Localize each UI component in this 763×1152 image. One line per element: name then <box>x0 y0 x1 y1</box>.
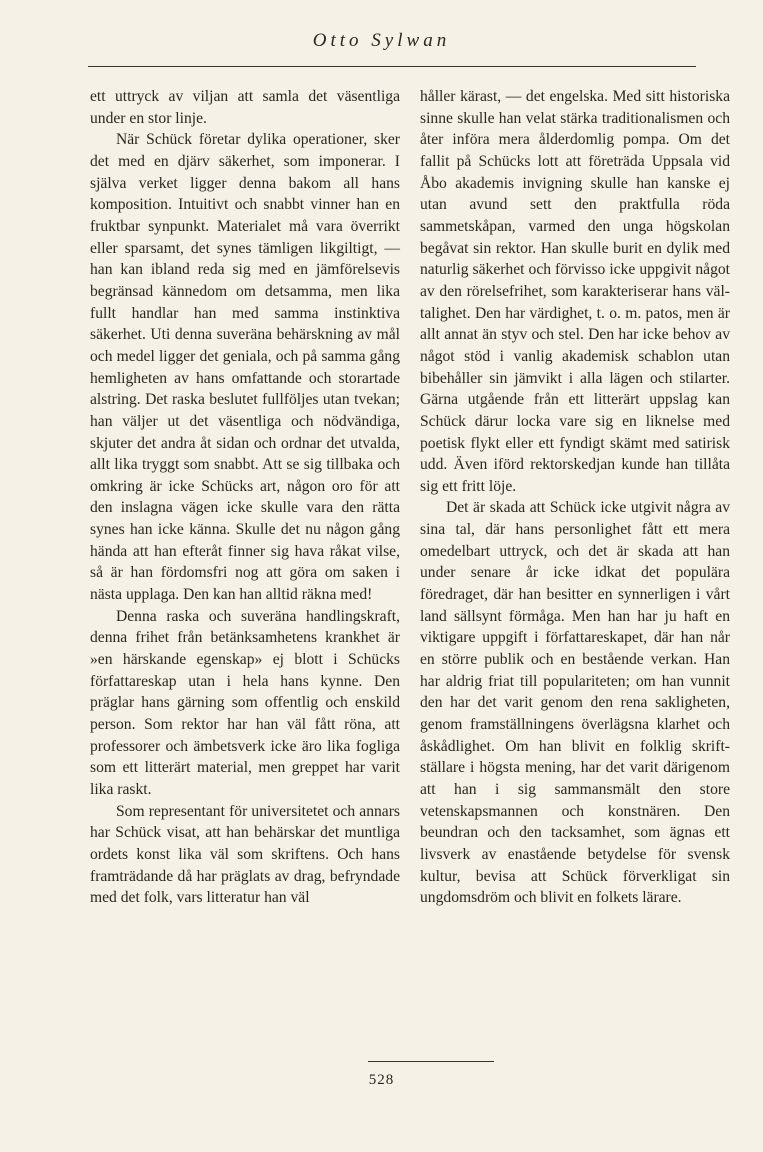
header-rule <box>88 66 696 67</box>
paragraph: Som representant för universitetet och annars har Schück visat, att han behärskar det muntliga ordets konst lika väl som skriftens. Och hans framträdande då har präglats av drag, befryndade med det folk, vars litteratur han väl <box>90 802 400 907</box>
paragraph: ett uttryck av viljan att samla det väsentliga under en stor linje. <box>90 88 400 127</box>
paragraph: Denna raska och suveräna handlingskraft, denna frihet från betänksamhetens krankhet är »en härskande egenskap» ej blott i Schücks författareskap utan i hela hans kynne. Den präglar hans gärning som offentlig och enskild person. Som rektor har han väl fått röna, att professorer och ämbetsverk icke äro lika fogliga som ett litterärt material, men greppet har varit lika raskt. <box>90 607 400 798</box>
footer-rule <box>368 1061 494 1062</box>
paragraph: håller kärast, — det engelska. Med sitt historiska sinne skulle han velat stärka traditionalismen och åter införa mera ålderdomlig pompa. Om det fallit på Schücks lott att företräda Uppsala vid Åbo akademis invigning skulle han kanske ej utan avund sett den praktfulla röda sammetskåpan, varmed den unga högskolan begåvat sin rektor. Han skulle burit en dylik med naturlig säkerhet och förvisso icke uppgivit något av den rörelsefrihet, som karakteriserar hans vältalighet. Den har värdighet, t. o. m. patos, men är allt annat än styv och stel. Den har icke behov av något stöd i vanlig akademisk schablon utan bibehåller sin jämvikt i alla lägen och stilarter. Gärna utgående från ett litterärt uppslag kan Schück därur locka vare sig en liknelse med poetisk flykt eller ett fyndigt skämt med satirisk udd. Även iförd rektorskedjan kunde han tillåta sig ett fritt löje. <box>420 88 730 495</box>
paragraph: När Schück företar dylika operationer, sker det med en djärv säkerhet, som imponerar. I själva verket ligger denna bakom all hans komposition. Intuitivt och snabbt vinner han en fruktbar synpunkt. Materialet må vara överrikt eller sparsamt, det synes tämligen likgiltigt, — han kan ibland reda sig med en jämförelsevis begränsad kännedom om detsamma, men lika fullt handlar han med samma instinktiva säkerhet. Uti denna suveräna behärskning av mål och medel ligger det geniala, och på samma gång hemligheten av hans omfattande och storartade alstring. Det raska beslutet fullföljes utan tvekan; han väljer ut det väsentliga och nödvändiga, skjuter det andra åt sidan och ordnar det utvalda, allt lika tryggt som snabbt. Att se sig tillbaka och omkring är icke Schücks art, någon oro för att den inslagna vägen icke skulle vara den rätta synes han icke känna. Skulle det nu någon gång hända att han efteråt finner sig hava råkat vilse, så är han fördomsfri nog att göra om saken i nästa upplaga. Den kan han alltid räkna med! <box>90 131 400 604</box>
page-number: 528 <box>368 1072 395 1088</box>
running-header: Otto Sylwan <box>312 30 451 51</box>
left-column <box>90 86 400 909</box>
right-column <box>420 86 730 909</box>
paragraph: Det är skada att Schück icke utgivit några av sina tal, där hans personlighet fått ett mera omedelbart uttryck, och det är skada att han under senare år icke idkat det populära föredraget, där han besitter en synnerligen i vårt land sällsynt förmåga. Men han har ju haft en viktigare uppgift i författareskapet, där han når en större publik och en bestående verkan. Han har aldrig friat till populariteten; om han vunnit den har det varit genom den rena sakligheten, genom framställningens överlägsna klarhet och åskådlighet. Om han blivit en folklig skriftställare i högsta mening, har det varit därigenom att han i sig sammansmält den store vetenskapsmannen och konstnären. Den beundran och den tacksamhet, som ägnas ett livsverk av enastående betydelse för svensk kultur, bevisa att Schück förverkligat sin ungdomsdröm och blivit en folkets lärare. <box>420 499 730 907</box>
